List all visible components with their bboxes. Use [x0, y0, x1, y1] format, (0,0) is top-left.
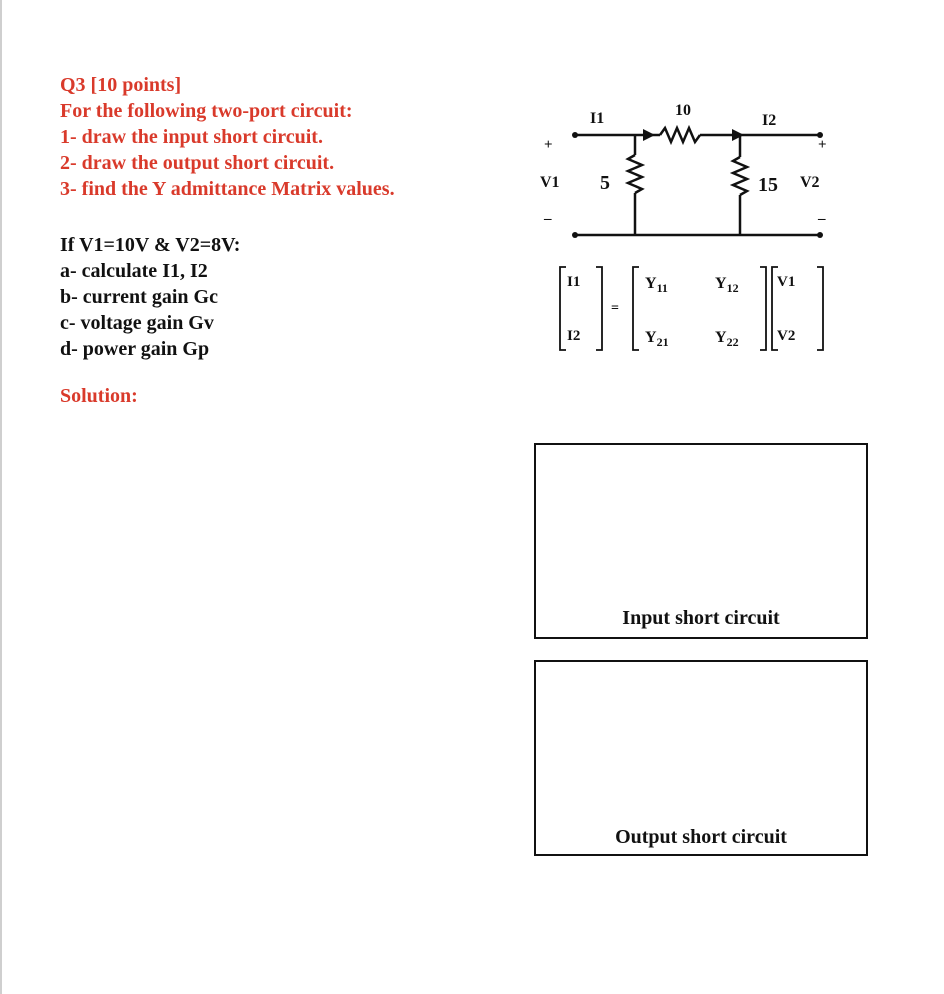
matrix-y11: $Y_{11}$: [645, 275, 668, 295]
input-short-circuit-box[interactable]: [534, 443, 868, 639]
port1-minus-sign: –: [544, 211, 552, 227]
port2-bottom-terminal: [817, 232, 823, 238]
question-line: For the following two-port circuit:: [60, 100, 353, 122]
question-line: 3- find the Y admittance Matrix values.: [60, 178, 395, 200]
question-line: 2- draw the output short circuit.: [60, 152, 335, 174]
port1-voltage-label: V1: [540, 174, 560, 191]
port1-bottom-terminal: [572, 232, 578, 238]
bracket-right: [817, 267, 823, 350]
page-left-edge: [0, 0, 2, 994]
given-condition: If V1=10V & V2=8V:: [60, 234, 241, 256]
port2-voltage-label: V2: [800, 174, 820, 191]
left-resistor-label: 5: [600, 172, 610, 194]
current-arrow-in: [643, 129, 655, 141]
two-port-circuit-diagram: [530, 95, 830, 250]
matrix-y21: $Y_{21}$: [645, 329, 669, 349]
given-item: a- calculate I1, I2: [60, 260, 208, 282]
matrix-voltage-1: V1: [777, 274, 796, 290]
matrix-voltage-2: V2: [777, 328, 796, 344]
bracket-left: [633, 267, 639, 350]
matrix-equals-sign: =: [611, 301, 619, 316]
given-item: b- current gain Gc: [60, 286, 218, 308]
current-out-label: I2: [762, 112, 777, 129]
given-item: c- voltage gain Gv: [60, 312, 214, 334]
bracket-right: [596, 267, 602, 350]
series-resistor-label: 10: [675, 102, 691, 119]
bracket-left: [560, 267, 566, 350]
port1-plus-sign: +: [544, 137, 553, 153]
port2-minus-sign: –: [818, 211, 826, 227]
solution-label: Solution:: [60, 385, 138, 407]
current-arrow-out: [732, 129, 744, 141]
matrix-y12: $Y_{12}$: [715, 275, 739, 295]
given-item: d- power gain Gp: [60, 338, 210, 360]
matrix-current-1: I1: [567, 274, 581, 290]
port2-plus-sign: +: [818, 137, 827, 153]
port1-top-terminal: [572, 132, 578, 138]
matrix-y22: $Y_{22}$: [715, 329, 739, 349]
y-matrix-equation: [555, 262, 845, 357]
input-short-circuit-caption: Input short circuit: [622, 607, 780, 629]
series-resistor-symbol: [660, 128, 700, 142]
right-resistor-symbol: [733, 157, 747, 195]
output-short-circuit-caption: Output short circuit: [615, 826, 787, 848]
current-in-label: I1: [590, 110, 605, 127]
left-resistor-symbol: [628, 155, 642, 193]
right-resistor-label: 15: [758, 174, 778, 196]
bracket-right: [760, 267, 766, 350]
given-block: [60, 232, 240, 362]
question-heading: Q3 [10 points]: [60, 74, 182, 96]
output-short-circuit-box[interactable]: [534, 660, 868, 856]
question-block: [60, 72, 395, 202]
question-line: 1- draw the input short circuit.: [60, 126, 323, 148]
matrix-current-2: I2: [567, 328, 581, 344]
